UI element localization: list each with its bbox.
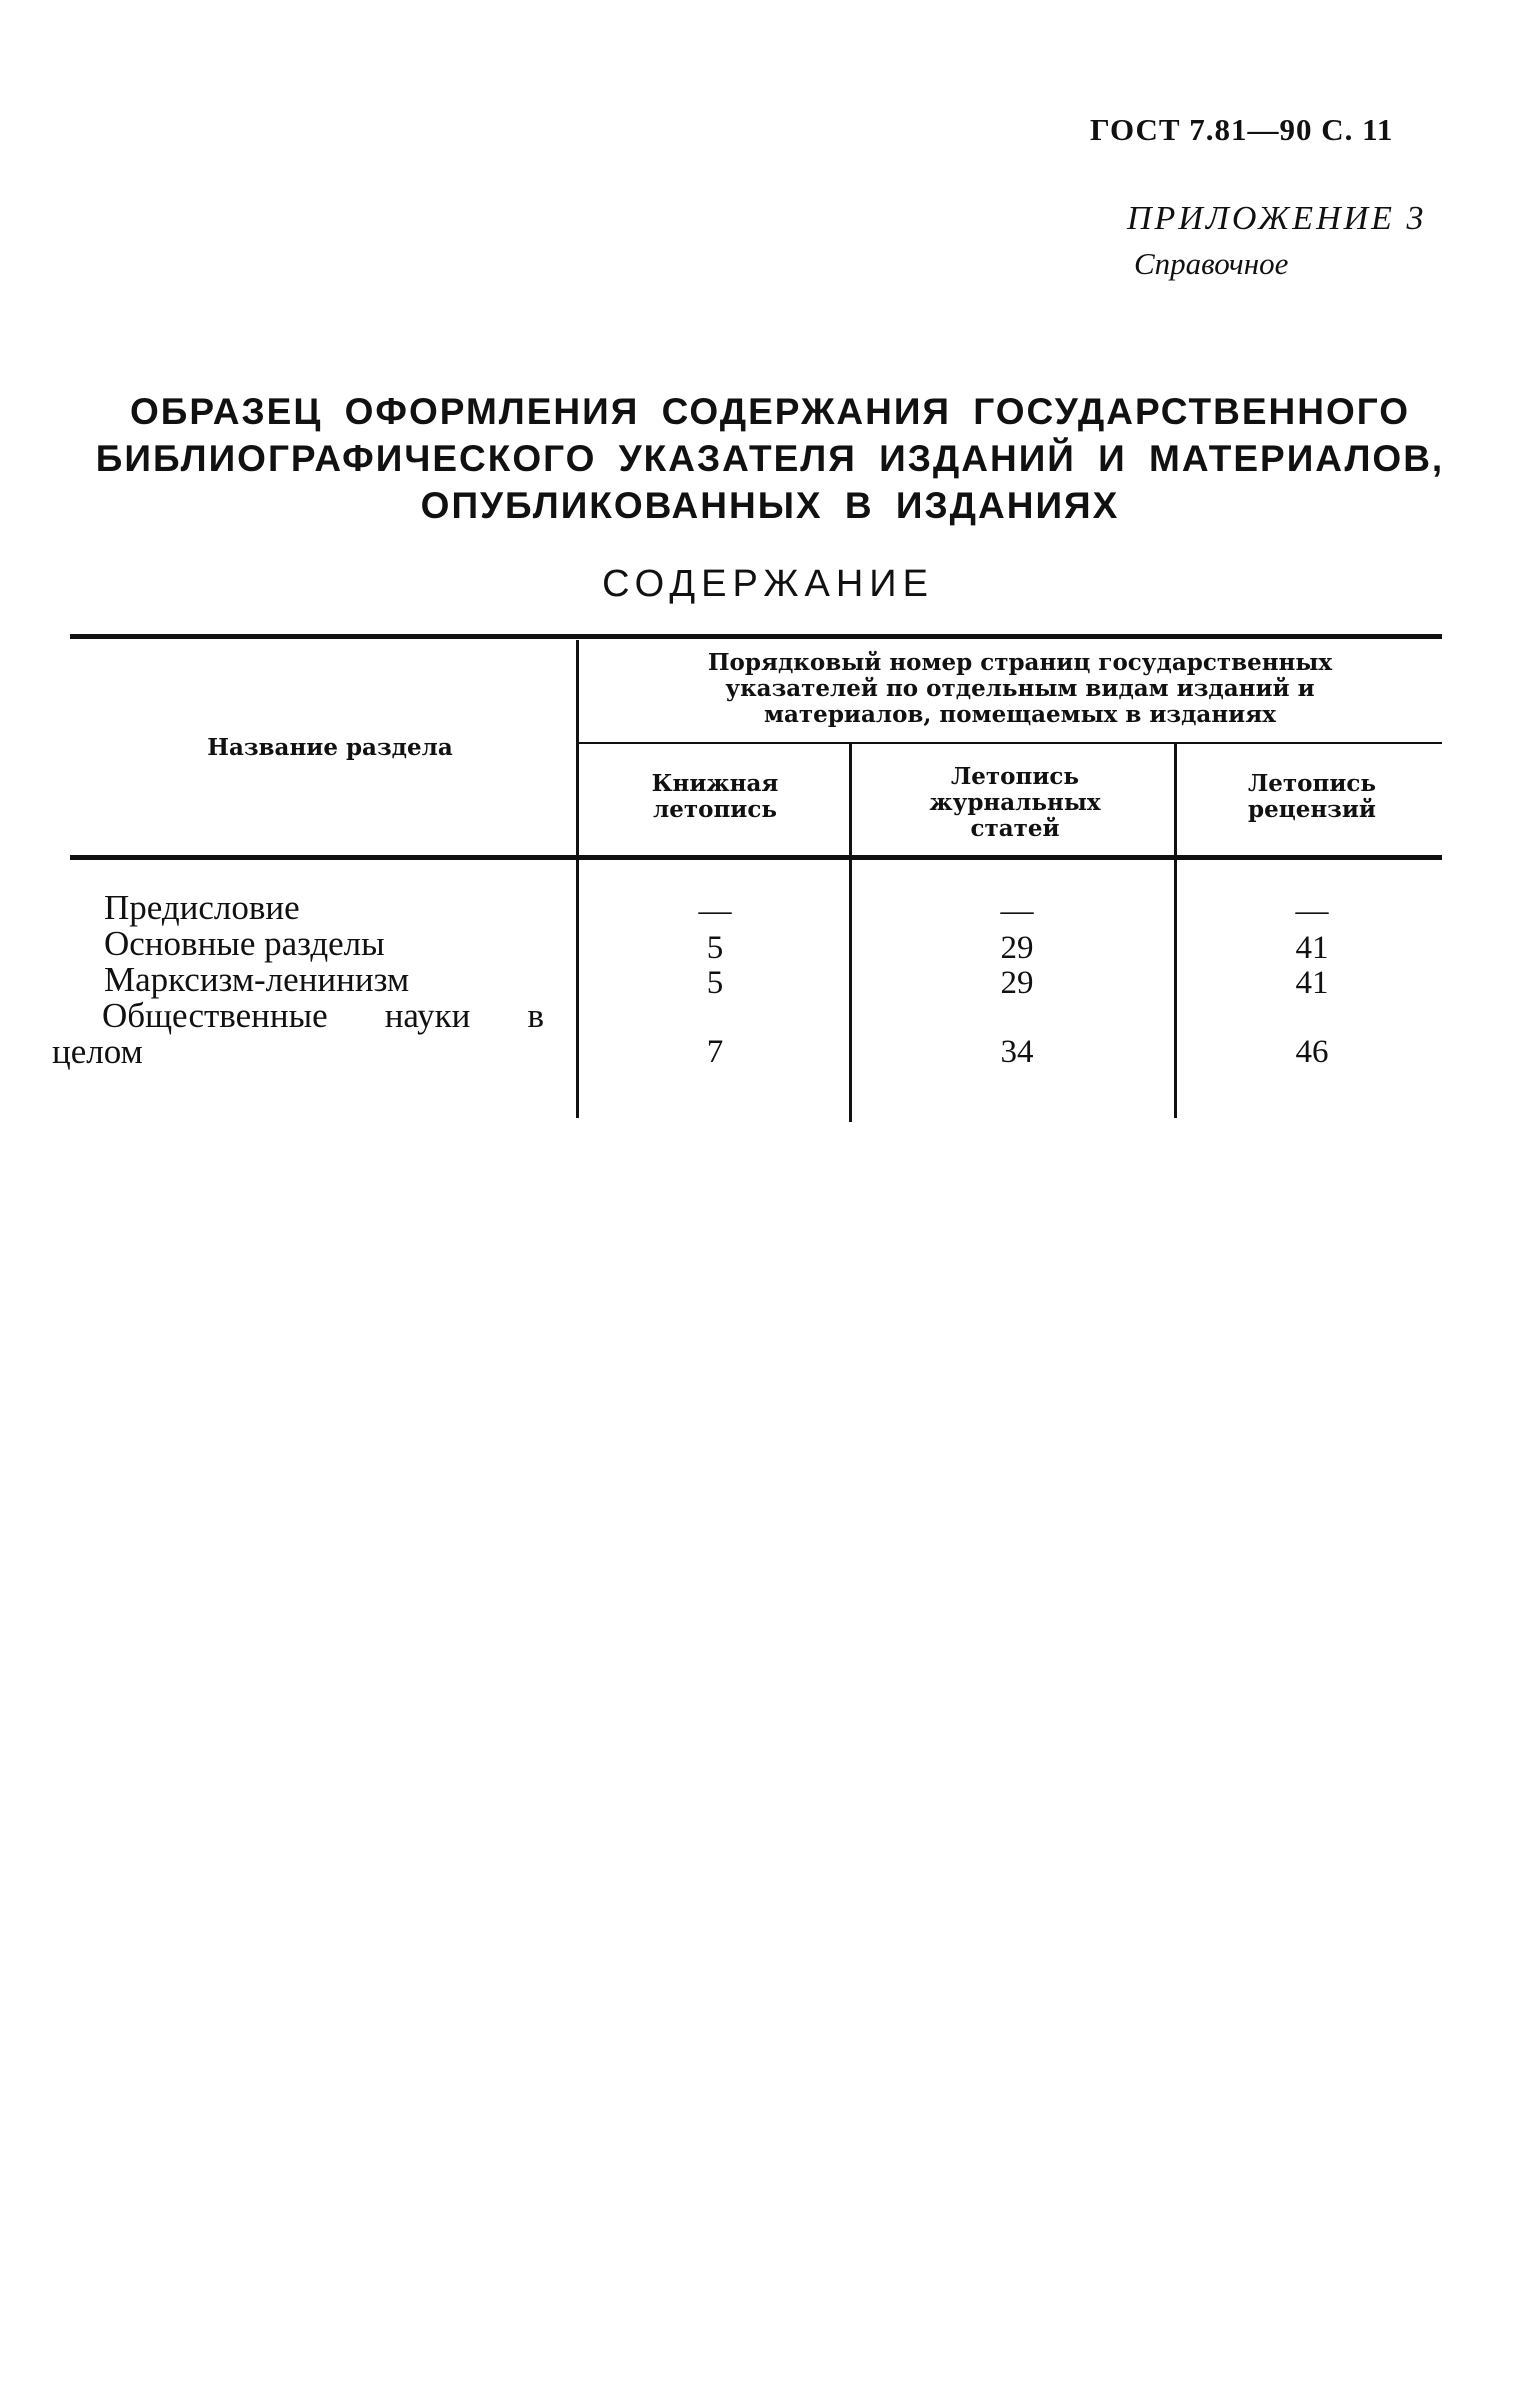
table-cell-value: 7 (706, 1034, 724, 1070)
table-cell-value: — (1295, 893, 1329, 929)
column-divider-2-body (849, 860, 852, 1122)
group-header-rule (578, 742, 1442, 744)
table-row-name: Марксизм-ленинизм (104, 960, 410, 999)
column-header-reviews: Летопись рецензий (1247, 770, 1377, 823)
column-header-journal-articles: Летопись журнальных статей (929, 763, 1101, 842)
title-line-2: БИБЛИОГРАФИЧЕСКОГО УКАЗАТЕЛЯ ИЗДАНИЙ И МАТЕРИАЛОВ, (95, 438, 1445, 479)
table-top-rule (70, 634, 1442, 639)
column-header-section-name: Название раздела (207, 734, 453, 761)
column-divider-3 (1174, 744, 1177, 855)
table-row-name: Основные разделы (104, 924, 385, 963)
title-line-1: ОБРАЗЕЦ ОФОРМЛЕНИЯ СОДЕРЖАНИЯ ГОСУДАРСТВЕННОГО (129, 391, 1411, 432)
table-cell-value: 41 (1295, 930, 1329, 966)
column-divider-1 (576, 640, 579, 855)
table-cell-value: — (698, 893, 732, 929)
column-header-book-chronicle: Книжная летопись (651, 770, 779, 823)
table-cell-value: 41 (1295, 965, 1329, 1001)
table-cell-value: 46 (1295, 1034, 1329, 1070)
table-header-rule (70, 855, 1442, 860)
table-cell-value: 29 (1000, 965, 1034, 1001)
appendix-kind: Справочное (1134, 246, 1289, 281)
table-cell-value: 34 (1000, 1034, 1034, 1070)
table-cell-value: 5 (706, 930, 724, 966)
document-title (60, 388, 1480, 529)
table-cell-value: 29 (1000, 930, 1034, 966)
column-divider-2 (849, 744, 852, 855)
table-cell-value: 5 (706, 965, 724, 1001)
standard-page-header: ГОСТ 7.81—90 С. 11 (1090, 112, 1394, 147)
appendix-label: ПРИЛОЖЕНИЕ 3 (1127, 200, 1427, 237)
column-divider-1-body (576, 860, 579, 1118)
contents-heading: СОДЕРЖАНИЕ (602, 563, 934, 605)
table-row-name: Общественные науки в целом (52, 996, 544, 1071)
table-cell-value: — (1000, 893, 1034, 929)
table-row-name: Предисловие (104, 888, 300, 927)
title-line-3: ОПУБЛИКОВАННЫХ В ИЗДАНИЯХ (420, 485, 1120, 526)
column-divider-3-body (1174, 860, 1177, 1118)
column-group-header: Порядковый номер страниц государственных указателей по отдельным видам изданий и материалов, помещаемых в изданиях (707, 649, 1333, 728)
